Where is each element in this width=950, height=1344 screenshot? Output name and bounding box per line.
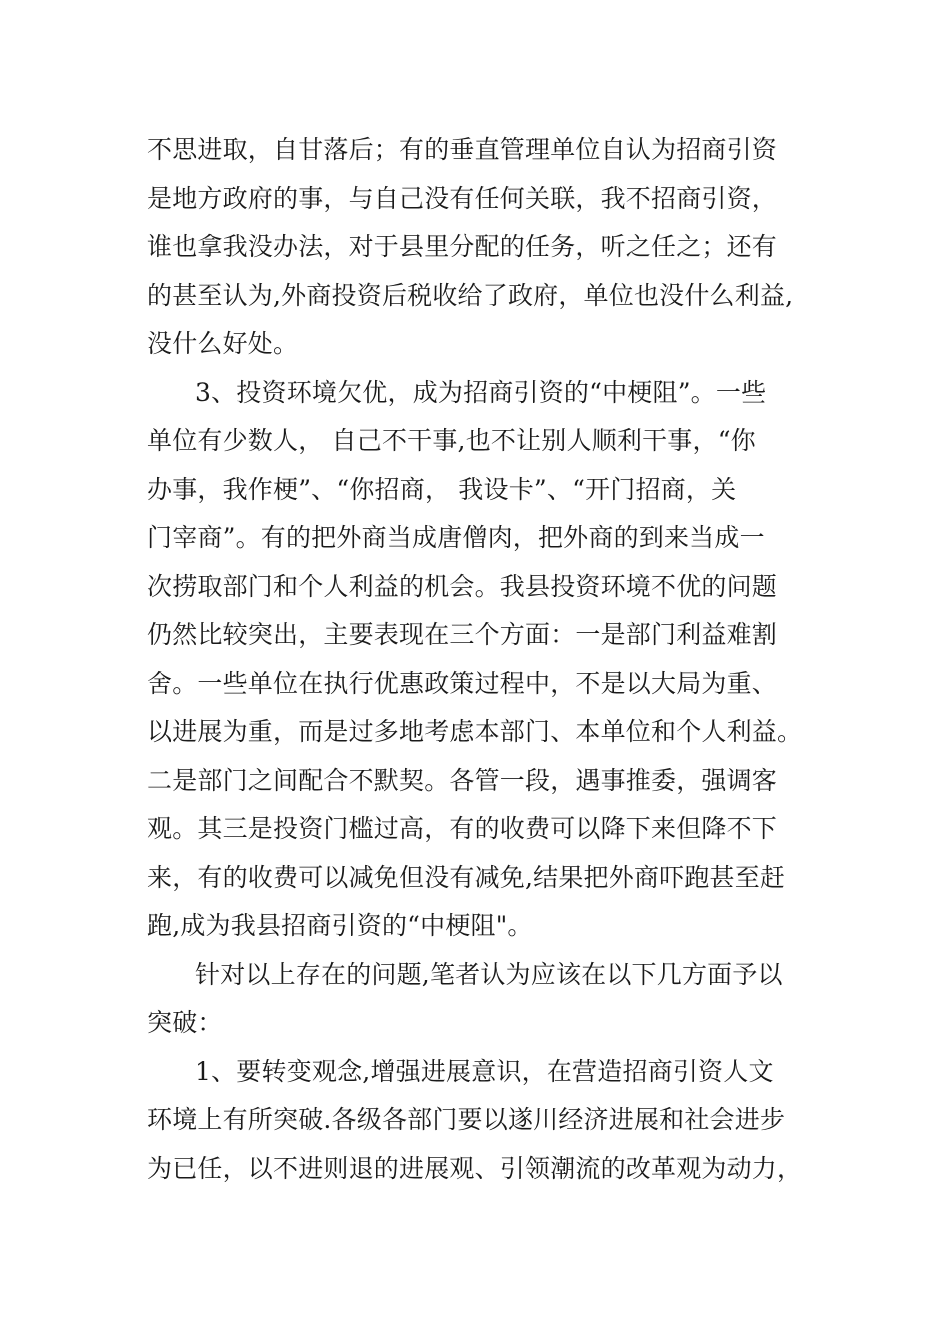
text-line: 为已任，以不进则退的进展观、引领潮流的改革观为动力， — [147, 1153, 803, 1183]
paragraph-start-line: 1、要转变观念,增强进展意识，在营造招商引资人文 — [195, 1056, 774, 1086]
text-line: 谁也拿我没办法，对于县里分配的任务，听之任之；还有 — [147, 232, 778, 261]
text-line: 跑,成为我县招商引资的“中梗阻"。 — [147, 911, 533, 940]
text-line: 二是部门之间配合不默契。各管一段，遇事推委，强调客 — [147, 765, 778, 795]
text-line: 次捞取部门和个人利益的机会。我县投资环境不优的问题 — [147, 571, 778, 601]
text-line: 办事，我作梗”、“你招商， 我设卡”、“开门招商，关 — [147, 474, 737, 504]
text-line: 单位有少数人， 自己不干事,也不让别人顺利干事，“你 — [147, 426, 756, 455]
text-line: 不思进取，自甘落后；有的垂直管理单位自认为招商引资 — [147, 135, 778, 164]
text-line: 是地方政府的事，与自己没有任何关联，我不招商引资， — [147, 183, 778, 213]
text-line: 突破： — [147, 1008, 223, 1037]
text-line: 仍然比较突出，主要表现在三个方面：一是部门利益难割 — [147, 620, 778, 649]
text-line: 门宰商”。有的把外商当成唐僧肉，把外商的到来当成一 — [147, 523, 765, 552]
text-line: 来，有的收费可以减免但没有减免,结果把外商吓跑甚至赶 — [147, 862, 786, 892]
text-line: 以进展为重，而是过多地考虑本部门、本单位和个人利益。 — [147, 717, 803, 746]
paragraph-start-line: 3、投资环境欠优，成为招商引资的“中梗阻”。一些 — [195, 377, 767, 407]
text-line: 没什么好处。 — [147, 329, 299, 358]
paragraph-start-line: 针对以上存在的问题,笔者认为应该在以下几方面予以 — [195, 959, 783, 989]
text-line: 观。其三是投资门槛过高，有的收费可以降下来但降不下 — [147, 814, 778, 843]
text-line: 的甚至认为,外商投资后税收给了政府，单位也没什么利益, — [147, 280, 794, 310]
text-line: 环境上有所突破.各级各部门要以遂川经济进展和社会进步 — [147, 1105, 786, 1134]
text-line: 舍。一些单位在执行优惠政策过程中，不是以大局为重、 — [147, 668, 778, 698]
body-text — [147, 126, 807, 1193]
